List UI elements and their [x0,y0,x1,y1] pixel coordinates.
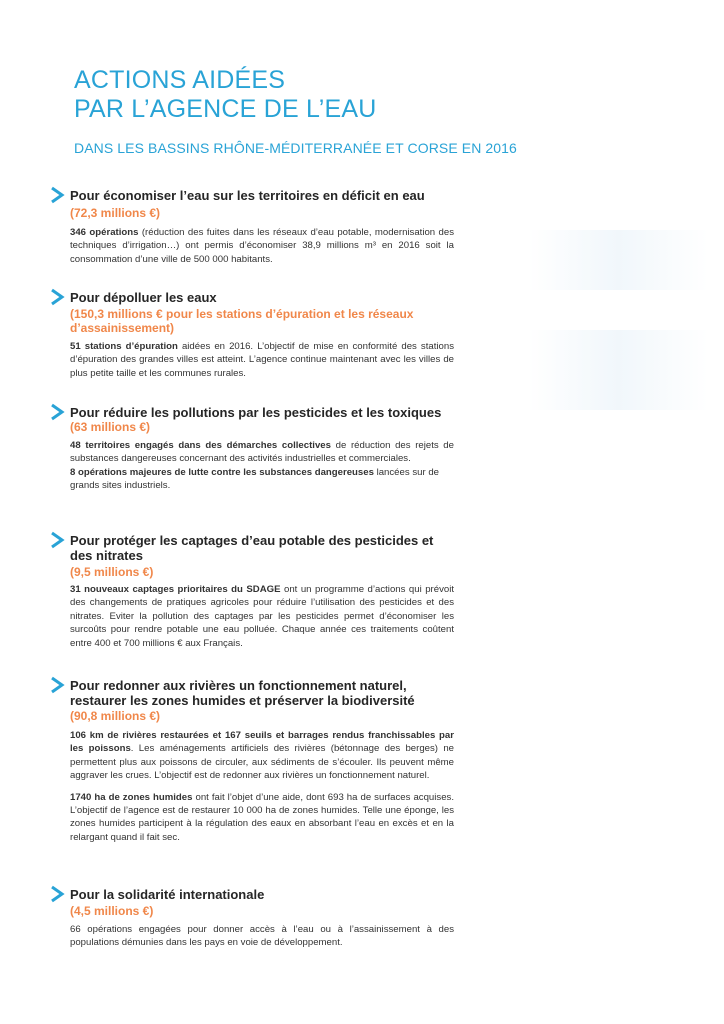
section-heading: Pour réduire les pollutions par les pesticides et les toxiques [70,405,442,420]
section-amount: (63 millions €) [70,420,151,434]
body-text: aidées en 2016. L’objectif de mise en conformité des stations d’épuration des grandes villes est atteint. L’agence continue maintenant avec les villes de plus petite taille et les communes rurales. [70,341,454,379]
section-heading: Pour protéger les captages d’eau potable des pesticides et des nitrates [70,533,434,563]
section-amount: (90,8 millions €) [70,709,161,723]
section-body [70,923,454,950]
body-highlight: 106 km de rivières restaurées et 167 seuils et barrages rendus franchissables par les poissons [70,730,454,755]
section-heading: Pour redonner aux rivières un fonctionnement naturel, restaurer les zones humides et préserver la biodiversité [70,678,415,708]
body-text: (réduction des fuites dans les réseaux d’eau potable, modernisation des techniques d’irrigation…) ont permis d’économiser 38,9 millions m³ en 2016 soit la consommation d’une ville de 500 000 habitants. [70,227,454,265]
body-highlight: 8 opérations majeures de lutte contre les substances dangereuses [70,466,374,478]
title-line-1: ACTIONS AIDÉES [74,66,286,94]
chevron-right-icon [48,884,66,904]
section-heading: Pour économiser l’eau sur les territoires en déficit en eau [70,188,425,203]
chevron-right-icon [48,287,66,307]
section-body [70,439,454,493]
chevron-right-icon [48,185,66,205]
chevron-right-icon [48,402,66,422]
section-amount: (150,3 millions € pour les stations d’épuration et les réseaux d’assainissement) [70,307,414,335]
body-highlight: 66 opérations engagées [70,924,181,935]
body-text: . Les aménagements artificiels des rivières (bétonnage des berges) ne permettent plus aux poissons de circuler, aux sédiments de s’écouler. Ils peuvent même aggraver les crues. L’objectif est de redonner aux rivières un fonctionnement naturel. [70,743,454,782]
page-subtitle: DANS LES BASSINS RHÔNE-MÉDITERRANÉE ET CORSE EN 2016 [74,140,517,156]
body-highlight: 1740 ha de zones humides [70,791,193,803]
body-text: ont fait l’objet d’une aide, dont 693 ha de surfaces acquises. L’objectif de l’agence est de restaurer 10 000 ha de zones humides. Telle une éponge, les zones humides participent à la régulation des eaux en absorbant l’eau en excès et en la relargant quand il fait sec. [70,791,454,843]
section-body [70,583,454,650]
section-body [70,226,454,266]
section-body [70,729,454,844]
section-amount: (9,5 millions €) [70,565,154,579]
chevron-right-icon [48,675,66,695]
body-text: pour donner accès à l’eau ou à l’assainissement à des populations démunies dans les pays en voie de développement. [70,924,454,949]
body-highlight: 51 stations d’épuration [70,341,178,352]
scan-artifact [528,230,708,290]
section-body [70,340,454,380]
body-text: de réduction des rejets de substances dangereuses concernant des activités industrielles et commerciales. [70,440,454,465]
body-text: lancées sur de grands sites industriels. [70,466,439,492]
scan-artifact [528,330,708,410]
chevron-right-icon [48,530,66,550]
section-amount: (72,3 millions €) [70,206,161,220]
body-highlight: 31 nouveaux captages prioritaires du SDAGE [70,584,281,595]
body-highlight: 346 opérations [70,227,139,238]
section-amount: (4,5 millions €) [70,904,154,918]
body-highlight: 48 territoires engagés dans des démarches collectives [70,440,331,451]
title-line-2: PAR L’AGENCE DE L’EAU [74,95,377,123]
body-text: ont un programme d’actions qui prévoit des changements de pratiques agricoles pour réduire l’utilisation des pesticides et des nitrates. Eviter la pollution des captages par les pesticides permet d’économiser les surcoûts pour rendre potable une eau polluée. Chaque année ces traitements coûtent entre 400 et 700 millions € aux Français. [70,584,454,649]
section-heading: Pour dépolluer les eaux [70,290,217,305]
section-heading: Pour la solidarité internationale [70,887,265,902]
page-title [74,66,674,124]
